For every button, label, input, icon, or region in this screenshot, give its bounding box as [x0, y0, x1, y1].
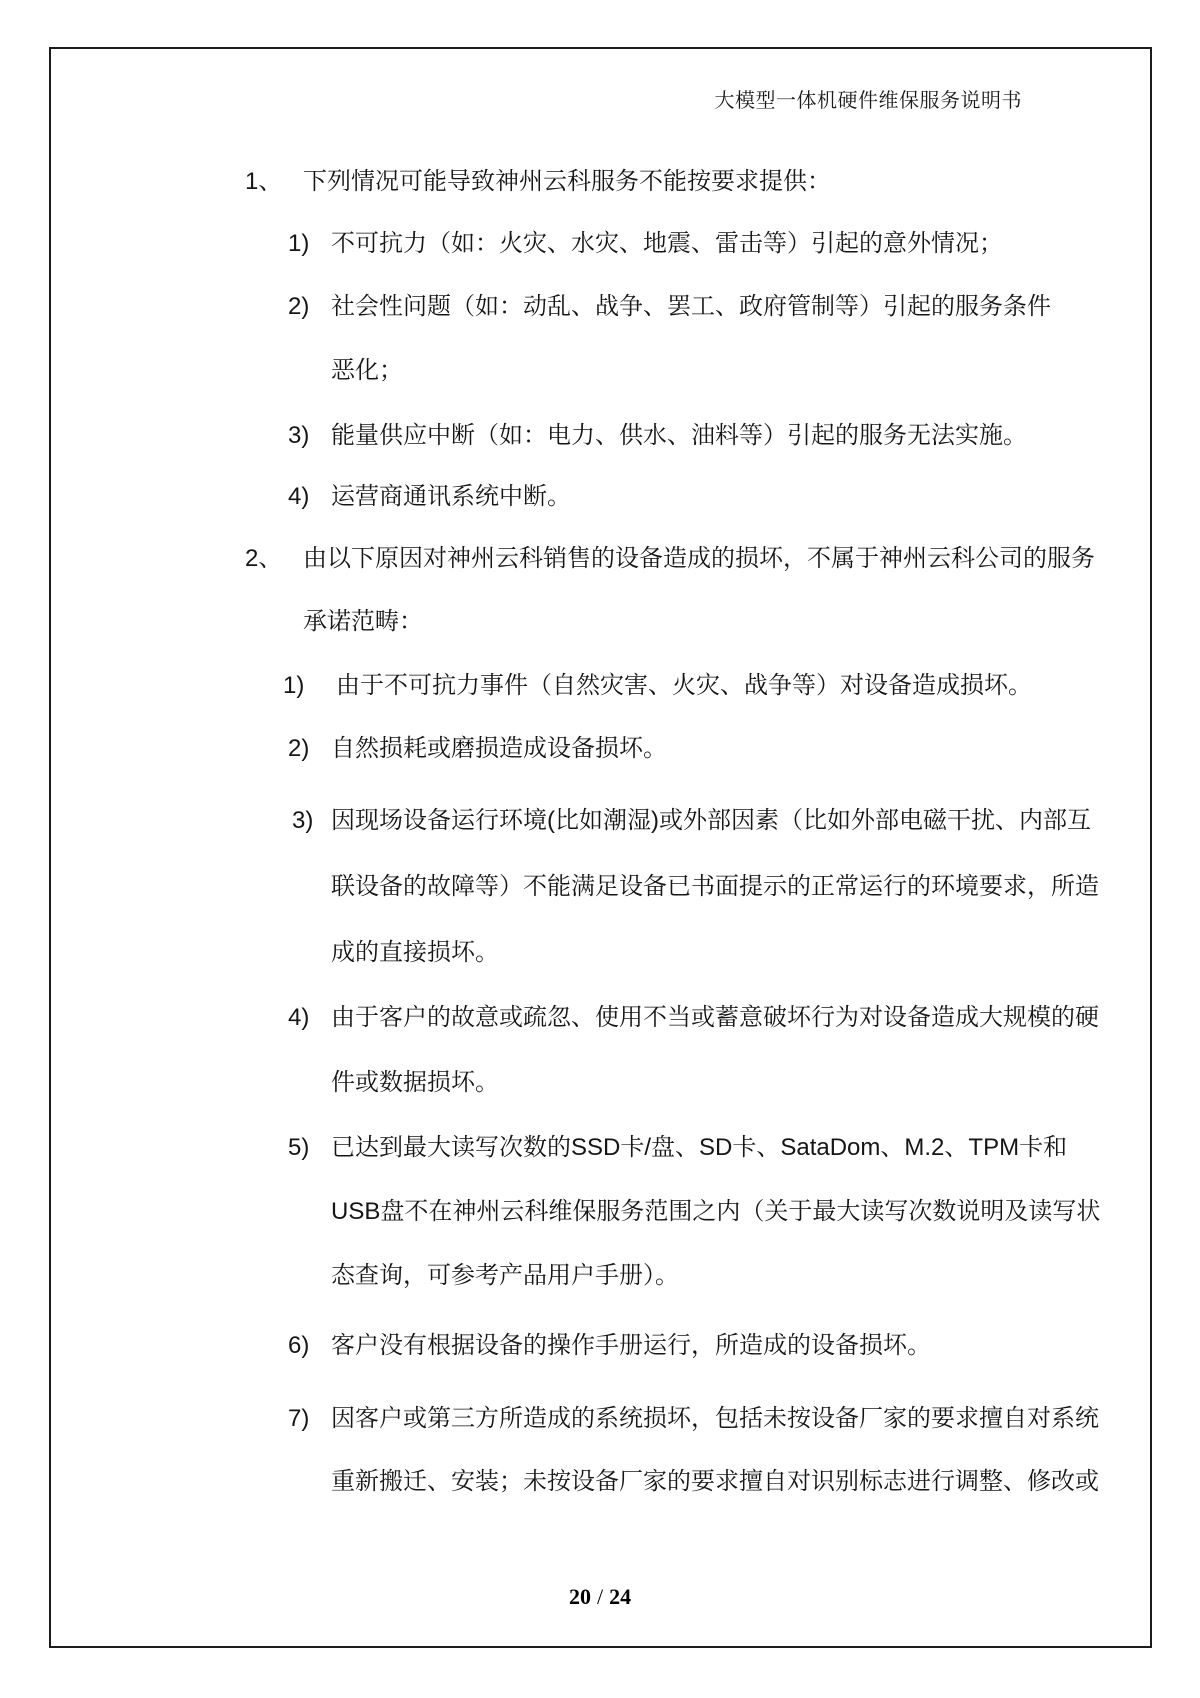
item-number: 3) — [292, 807, 314, 834]
list-item — [0, 422, 1200, 452]
list-item-continuation — [0, 357, 1200, 387]
item-number: 2) — [288, 735, 310, 762]
item-text: 由于不可抗力事件（自然灾害、火灾、战争等）对设备造成损坏。 — [336, 672, 1032, 699]
list-item — [0, 672, 1200, 702]
item-text: 由于客户的故意或疏忽、使用不当或蓄意破坏行为对设备造成大规模的硬 — [331, 1004, 1099, 1031]
list-item — [0, 483, 1200, 513]
item-text: 态查询，可参考产品用户手册）。 — [331, 1262, 679, 1289]
list-item — [0, 807, 1200, 837]
item-text: 不可抗力（如：火灾、水灾、地震、雷击等）引起的意外情况； — [331, 230, 1003, 257]
item-number: 1) — [283, 672, 305, 699]
item-number: 3) — [288, 422, 310, 449]
list-item-continuation — [0, 873, 1200, 903]
item-text: 联设备的故障等）不能满足设备已书面提示的正常运行的环境要求，所造 — [331, 873, 1099, 900]
item-number: 4) — [288, 1004, 310, 1031]
item-text: 自然损耗或磨损造成设备损坏。 — [331, 735, 667, 762]
list-item-continuation — [0, 1198, 1200, 1228]
item-text: 社会性问题（如：动乱、战争、罢工、政府管制等）引起的服务条件 — [331, 293, 1051, 320]
item-number: 7) — [288, 1405, 310, 1432]
list-item — [0, 1405, 1200, 1435]
list-item-continuation — [0, 939, 1200, 969]
list-item — [0, 230, 1200, 260]
item-text: 能量供应中断（如：电力、供水、油料等）引起的服务无法实施。 — [331, 422, 1027, 449]
item-number: 1) — [288, 230, 310, 257]
section-2-heading — [0, 545, 1200, 575]
item-number: 5) — [288, 1134, 310, 1161]
total-page-number: 24 — [609, 1584, 632, 1609]
list-item — [0, 1134, 1200, 1164]
item-text: 成的直接损坏。 — [331, 939, 499, 966]
item-text: 已达到最大读写次数的SSD卡/盘、SD卡、SataDom、M.2、TPM卡和 — [331, 1134, 1068, 1161]
item-text: 重新搬迁、安装；未按设备厂家的要求擅自对识别标志进行调整、修改或 — [331, 1468, 1099, 1495]
section-number: 1、 — [245, 168, 283, 195]
current-page-number: 20 — [568, 1584, 591, 1609]
header-title: 大模型一体机硬件维保服务说明书 — [714, 90, 1022, 112]
item-text: 件或数据损坏。 — [331, 1069, 499, 1096]
list-item — [0, 735, 1200, 765]
list-item-continuation — [0, 1468, 1200, 1498]
page-number — [0, 1584, 1200, 1610]
item-number: 2) — [288, 293, 310, 320]
list-item-continuation — [0, 1262, 1200, 1292]
list-item — [0, 1004, 1200, 1034]
item-text: 运营商通讯系统中断。 — [331, 483, 571, 510]
item-number: 6) — [288, 1332, 310, 1359]
section-2-heading-continuation — [0, 608, 1200, 638]
section-title: 由以下原因对神州云科销售的设备造成的损坏，不属于神州云科公司的服务 — [303, 545, 1095, 572]
page-number-separator: / — [596, 1584, 604, 1609]
section-1-heading — [0, 168, 1200, 198]
item-text: 因客户或第三方所造成的系统损坏，包括未按设备厂家的要求擅自对系统 — [331, 1405, 1099, 1432]
section-title: 承诺范畴： — [303, 608, 423, 635]
item-text: 因现场设备运行环境(比如潮湿)或外部因素（比如外部电磁干扰、内部互 — [331, 807, 1091, 834]
list-item — [0, 293, 1200, 323]
list-item — [0, 1332, 1200, 1362]
item-text: USB盘不在神州云科维保服务范围之内（关于最大读写次数说明及读写状 — [331, 1198, 1101, 1225]
section-title: 下列情况可能导致神州云科服务不能按要求提供： — [303, 168, 831, 195]
list-item-continuation — [0, 1069, 1200, 1099]
section-number: 2、 — [245, 545, 283, 572]
item-number: 4) — [288, 483, 310, 510]
item-text: 客户没有根据设备的操作手册运行，所造成的设备损坏。 — [331, 1332, 931, 1359]
item-text: 恶化； — [331, 357, 403, 384]
